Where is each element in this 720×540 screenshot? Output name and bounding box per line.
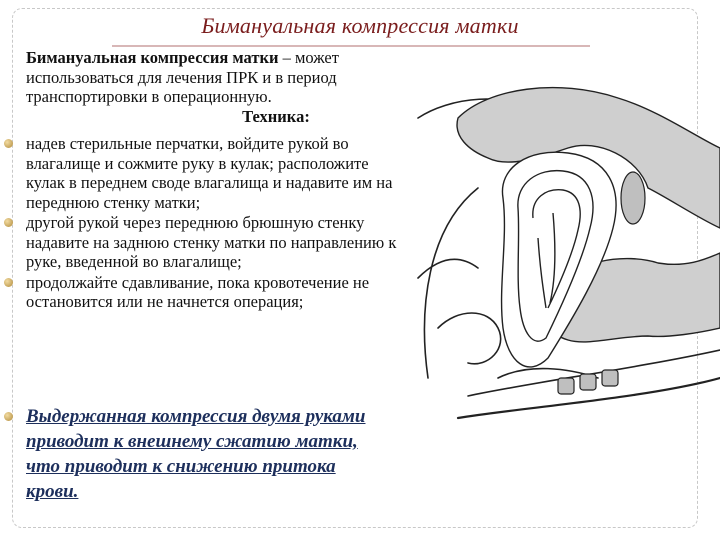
title-divider — [112, 45, 590, 47]
slide-title: Бимануальная компрессия матки — [201, 13, 519, 38]
intro-paragraph — [26, 48, 406, 126]
emphasis-statement — [26, 404, 386, 504]
bullet-text: другой рукой через переднюю брюшную стенку надавите на заднюю стенку матки по направлению к руке, введенной во влагалище; — [26, 213, 397, 271]
bullet-text: надев стерильные перчатки, войдите рукой во влагалище и сожмите руку в кулак; расположите кулак в переднем своде влагалища и надавите им на переднюю стенку матки; — [26, 134, 393, 212]
bullet-icon — [4, 218, 13, 227]
intro-text: – может использоваться для лечения ПРК и в период транспортировки в операционную. — [26, 48, 339, 106]
intro-term: Бимануальная компрессия матки — [26, 48, 279, 67]
list-item — [26, 134, 406, 212]
bullet-icon — [4, 278, 13, 287]
bullet-icon — [4, 412, 13, 421]
bimanual-compression-illustration — [398, 78, 720, 438]
emphasis-text: Выдержанная компрессия двумя руками приводит к внешнему сжатию матки, что приводит к снижению притока крови. — [26, 406, 366, 502]
list-item — [26, 213, 406, 272]
bullet-text: продолжайте сдавливание, пока кровотечение не остановится или не начнется операция; — [26, 272, 370, 311]
technique-heading: Техника: — [242, 106, 310, 126]
technique-list — [26, 134, 406, 313]
bullet-icon — [4, 139, 13, 148]
list-item — [26, 273, 406, 312]
